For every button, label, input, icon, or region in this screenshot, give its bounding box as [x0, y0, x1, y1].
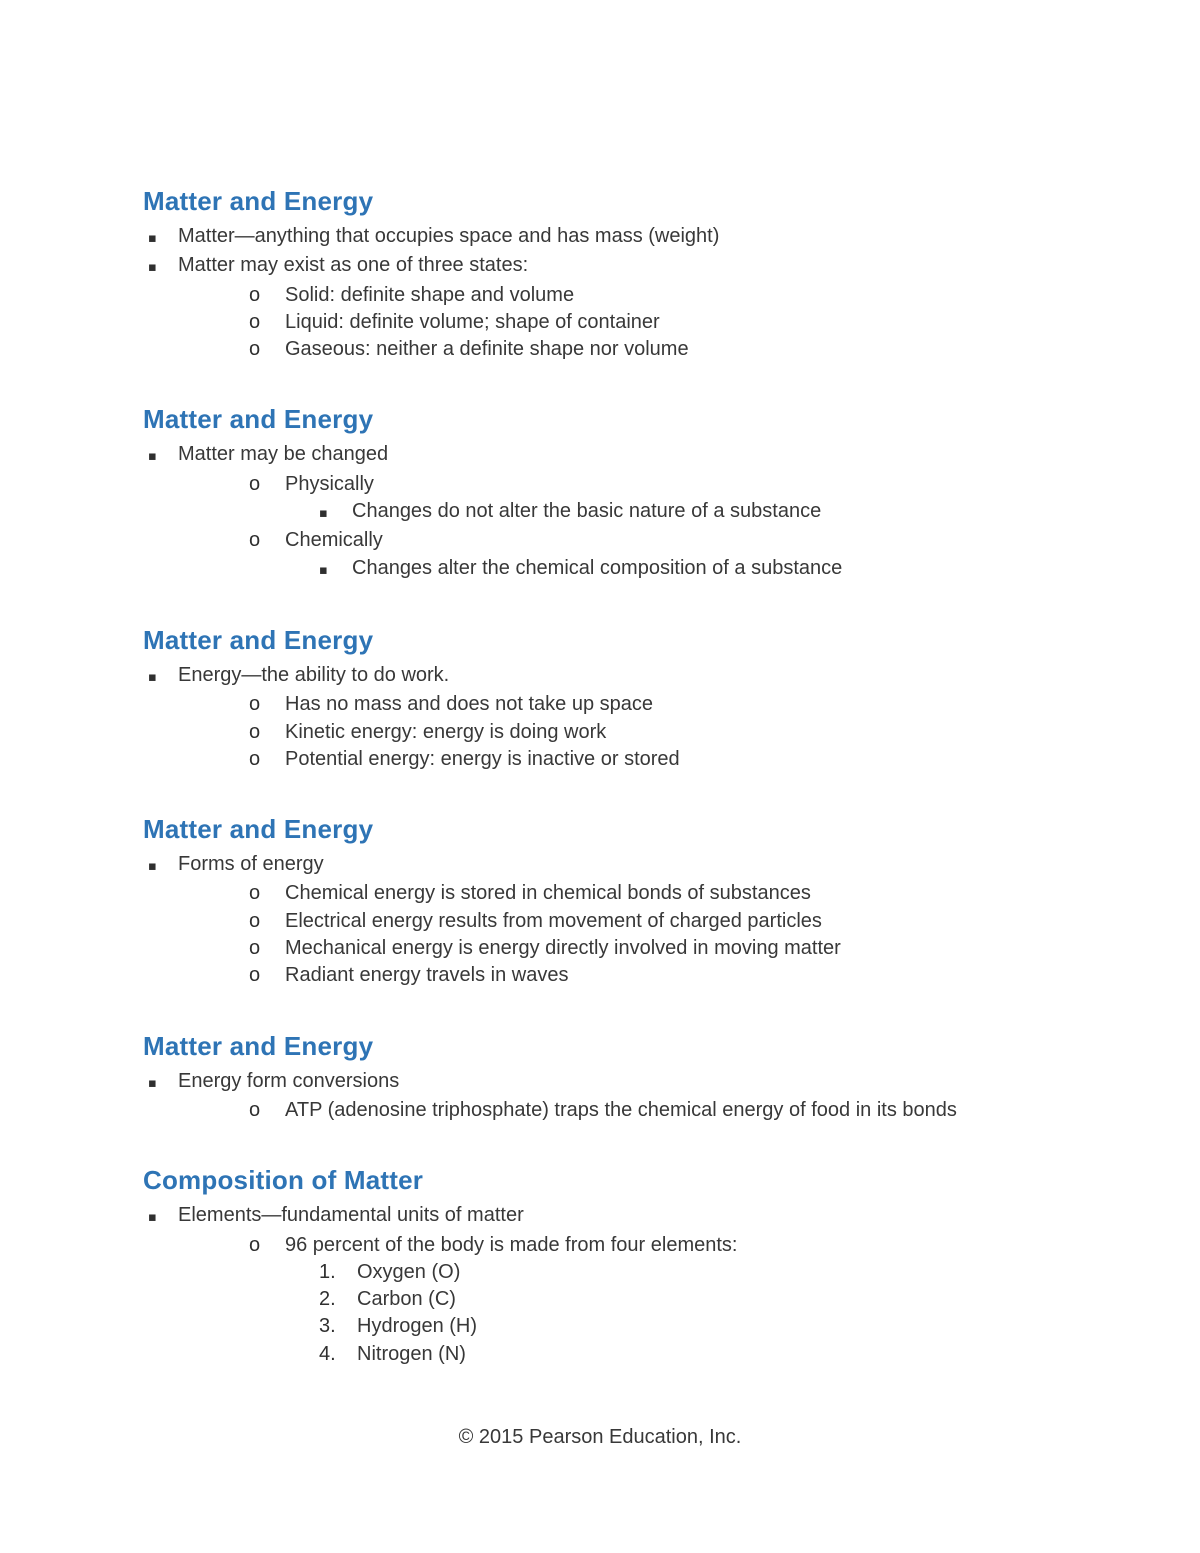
circle-bullet-icon: o: [249, 1098, 261, 1121]
list-item: [143, 746, 1063, 773]
circle-bullet-icon: o: [249, 720, 261, 743]
list-item: [143, 1341, 1063, 1368]
circle-bullet-icon: o: [249, 283, 261, 306]
circle-bullet-icon: o: [249, 937, 261, 960]
number-label: 4.: [319, 1342, 336, 1365]
circle-bullet-icon: o: [249, 964, 261, 987]
section-matter-energy-5: [143, 1031, 1063, 1125]
list-item: [143, 1202, 1063, 1231]
list-item-text: Electrical energy results from movement of charged particles: [285, 909, 822, 932]
list-item: [143, 880, 1063, 907]
list-item-text: Matter may be changed: [178, 443, 389, 466]
list-item: [143, 719, 1063, 746]
bullet-list: [143, 1202, 1063, 1368]
list-item: [143, 1232, 1063, 1259]
square-bullet-icon: ▪: [148, 669, 157, 685]
section-matter-energy-3: [143, 625, 1063, 773]
bullet-list: [143, 1068, 1063, 1125]
list-item-text: ATP (adenosine triphosphate) traps the chemical energy of food in its bonds: [285, 1098, 957, 1121]
list-item: [143, 962, 1063, 989]
list-item-text: Liquid: definite volume; shape of container: [285, 310, 660, 333]
circle-bullet-icon: o: [249, 909, 261, 932]
section-matter-energy-2: [143, 404, 1063, 583]
bullet-list: [143, 223, 1063, 363]
circle-bullet-icon: o: [249, 338, 261, 361]
section-heading: Matter and Energy: [143, 814, 374, 845]
number-label: 1.: [319, 1260, 336, 1283]
list-item-text: Mechanical energy is energy directly involved in moving matter: [285, 937, 841, 960]
circle-bullet-icon: o: [249, 747, 261, 770]
list-item-text: Carbon (C): [357, 1288, 456, 1311]
list-item: [143, 1286, 1063, 1313]
section-heading: Matter and Energy: [143, 1030, 374, 1061]
number-label: 3.: [319, 1315, 336, 1338]
square-bullet-icon: ▪: [148, 260, 157, 276]
list-item: [143, 1068, 1063, 1097]
list-item: [143, 282, 1063, 309]
list-item-text: Oxygen (O): [357, 1260, 461, 1283]
list-item: [143, 527, 1063, 554]
square-bullet-icon: ▪: [148, 1075, 157, 1091]
list-item-text: Changes do not alter the basic nature of a substance: [352, 500, 822, 523]
section-composition-of-matter: [143, 1165, 1063, 1368]
section-heading: Matter and Energy: [143, 186, 374, 216]
number-label: 2.: [319, 1288, 336, 1311]
list-item-text: Chemical energy is stored in chemical bonds of substances: [285, 882, 811, 905]
list-item-text: Forms of energy: [178, 853, 324, 876]
list-item: [143, 555, 1063, 584]
circle-bullet-icon: o: [249, 693, 261, 716]
list-item-text: Energy form conversions: [178, 1069, 400, 1092]
list-item-text: Changes alter the chemical composition of a substance: [352, 556, 843, 579]
bullet-list: [143, 662, 1063, 773]
list-item-text: Matter may exist as one of three states:: [178, 254, 529, 277]
square-bullet-icon: ▪: [148, 859, 157, 875]
square-bullet-icon: ▪: [148, 1210, 157, 1226]
copyright-footer: © 2015 Pearson Education, Inc.: [458, 1426, 742, 1448]
section-matter-energy-4: [143, 814, 1063, 989]
list-item: [143, 935, 1063, 962]
list-item: [143, 441, 1063, 470]
list-item-text: Solid: definite shape and volume: [285, 283, 575, 306]
list-item: [143, 691, 1063, 718]
list-item: [143, 1097, 1063, 1124]
list-item-text: Chemically: [285, 529, 383, 552]
section-heading: Matter and Energy: [143, 624, 374, 655]
list-item: [143, 1259, 1063, 1286]
list-item: [143, 223, 1063, 252]
list-item-text: Gaseous: neither a definite shape nor volume: [285, 338, 689, 361]
list-item-text: Elements—fundamental units of matter: [178, 1204, 524, 1227]
list-item-text: Energy—the ability to do work.: [178, 663, 450, 686]
list-item-text: Potential energy: energy is inactive or stored: [285, 747, 680, 770]
list-item-text: Kinetic energy: energy is doing work: [285, 720, 607, 743]
square-bullet-icon: ▪: [319, 562, 328, 578]
list-item-text: Has no mass and does not take up space: [285, 693, 654, 716]
list-item: [143, 498, 1063, 527]
square-bullet-icon: ▪: [148, 449, 157, 465]
list-item: [143, 1313, 1063, 1340]
list-item: [143, 336, 1063, 363]
circle-bullet-icon: o: [249, 1233, 261, 1256]
list-item-text: Radiant energy travels in waves: [285, 964, 569, 987]
list-item: [143, 309, 1063, 336]
list-item: [143, 851, 1063, 880]
list-item: [143, 908, 1063, 935]
section-matter-energy-1: [143, 186, 1063, 363]
list-item-text: Hydrogen (H): [357, 1315, 478, 1338]
document-content: [143, 186, 1063, 1368]
list-item: [143, 471, 1063, 498]
square-bullet-icon: ▪: [148, 231, 157, 246]
list-item-text: Matter—anything that occupies space and has mass (weight): [178, 225, 720, 247]
list-item: [143, 662, 1063, 691]
circle-bullet-icon: o: [249, 310, 261, 333]
list-item-text: 96 percent of the body is made from four elements:: [285, 1233, 738, 1256]
square-bullet-icon: ▪: [319, 506, 328, 522]
circle-bullet-icon: o: [249, 882, 261, 905]
list-item-text: Nitrogen (N): [357, 1342, 466, 1365]
bullet-list: [143, 851, 1063, 989]
section-heading: Composition of Matter: [143, 1165, 424, 1196]
circle-bullet-icon: o: [249, 472, 261, 495]
list-item: [143, 252, 1063, 281]
section-heading: Matter and Energy: [143, 404, 374, 435]
bullet-list: [143, 441, 1063, 583]
circle-bullet-icon: o: [249, 529, 261, 552]
list-item-text: Physically: [285, 472, 374, 495]
